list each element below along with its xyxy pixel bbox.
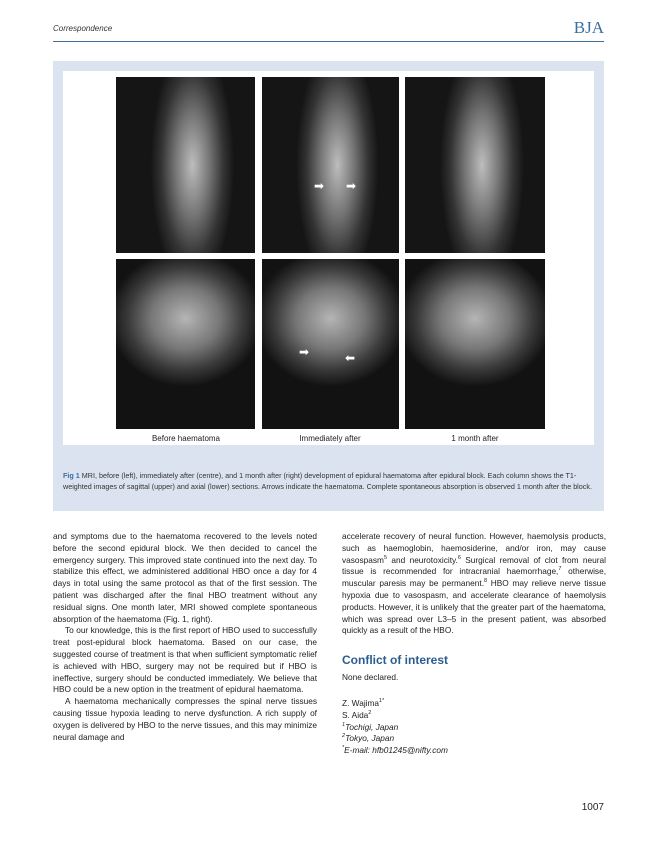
author-name: S. Aida [342, 709, 369, 720]
body-paragraph: and symptoms due to the haematoma recovered to the levels noted before the second epidural block. We then decided to cancel the emergency surgery. This improved state continued into the next day. To stabilize this effect, we administered additional HBO once a day for 4 days in total using the same protocol as that of the first session. The patient was discharged after the final HBO treatment without any residual signs. One month later, MRI showed complete spontaneous absorption of the haematoma (Fig. 1, right). [53, 531, 317, 624]
figure-1 [53, 61, 604, 511]
citation-ref[interactable]: 6 [457, 554, 461, 561]
arrow-icon: ⬅ [345, 351, 356, 365]
mri-sagittal-before [116, 77, 255, 253]
journal-logo: BJA [573, 18, 604, 37]
text-run: otherwise, muscular paresis may be permanent. [342, 566, 606, 589]
column-label-immediately-after: Immediately after [299, 434, 361, 443]
arrow-icon: ➡ [299, 345, 310, 359]
right-column [342, 531, 606, 757]
arrow-icon: ➡ [346, 179, 357, 193]
mri-axial-before [116, 259, 255, 429]
author-sup: 1* [379, 698, 385, 705]
email-text: E-mail: hfb01245@nifty.com [344, 745, 448, 756]
column-label-before: Before haematoma [151, 434, 221, 443]
body-paragraph: A haematoma mechanically compresses the spinal nerve tissues causing tissue hypoxia leading to nerve dysfunction. A rich supply of oxygen is delivered by HBO to the nerve tissues, and this may minimize neural damage and [53, 696, 317, 742]
affiliation-text: Tochigi, Japan [345, 721, 399, 732]
affiliation [342, 722, 606, 734]
author [342, 710, 606, 722]
contact-email[interactable] [342, 745, 606, 757]
author-name: Z. Wajima [342, 697, 380, 708]
mri-sagittal-immediately-after [262, 77, 399, 253]
mri-sagittal-1-month-after [405, 77, 545, 253]
affiliation-sup: 1 [342, 721, 346, 728]
figure-caption [63, 470, 594, 492]
body-paragraph: To our knowledge, this is the first report of HBO used to successfully treat post-epidural block haematoma. Based on our case, the suggested course of treatment is that when sufficient symptomatic relief is achieved with HBO, surgery may not be required but if HBO is ineffective, surgery should be conducted immediately. We believe that HBO could be a new option in the treatment of epidural haematoma. [53, 625, 317, 695]
mri-axial-immediately-after [262, 259, 399, 429]
column-label-1-month-after: 1 month after [451, 434, 499, 443]
citation-ref[interactable]: 7 [558, 566, 562, 573]
affiliation [342, 733, 606, 745]
figure-image-area [63, 71, 594, 445]
text-run: HBO may relieve nerve tissue hypoxia due to vasospasm, and accelerate clearance of haemolysis products. However, it is unlikely that the greater part of the haematoma, which was spread over L3–5 in the present patient, was absorbed quickly as a result of the HBO. [342, 578, 606, 636]
body-paragraph [342, 531, 606, 637]
conflict-text: None declared. [342, 672, 399, 683]
affiliation-sup: 2 [342, 733, 346, 740]
section-name: Correspondence [53, 24, 113, 33]
text-run: and neurotoxicity. [387, 554, 458, 565]
author [342, 698, 606, 710]
affiliation-sup: * [342, 745, 345, 752]
figure-number: Fig 1 [63, 471, 80, 480]
figure-caption-text: MRI, before (left), immediately after (centre), and 1 month after (right) development of epidural haematoma after epidural block. Each column shows the T1-weighted images of sagittal (upper) and axial (lower) sections. Arrows indicate the haematoma. Complete spontaneous absorption is observed 1 month after the block. [63, 471, 592, 491]
citation-ref[interactable]: 8 [484, 578, 488, 585]
citation-ref[interactable]: 5 [383, 554, 388, 561]
author-sup: 2 [368, 710, 372, 716]
arrow-icon: ➡ [314, 179, 325, 193]
text-run: accelerate recovery of neural function. However, haemolysis products, such as haemoglobin, haemosiderine, and/or iron, may cause vasospasm [342, 531, 606, 565]
mri-axial-1-month-after [405, 259, 545, 429]
affiliation-text: Tokyo, Japan [345, 733, 395, 744]
conflict-heading: Conflict of interest [342, 653, 449, 668]
text-run: Surgical removal of clot from neural tissue is recommended for intracranial haemorrhage, [342, 554, 606, 577]
page-header [53, 18, 604, 42]
page-number: 1007 [581, 802, 604, 813]
left-column [53, 531, 317, 743]
